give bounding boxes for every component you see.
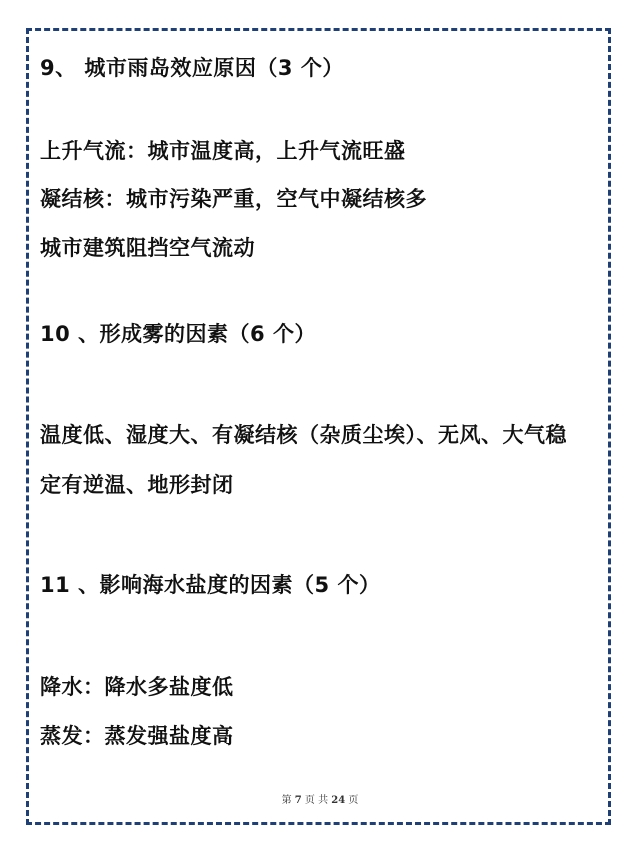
section-11-line-2: 蒸发：蒸发强盐度高 [40, 724, 234, 748]
footer-prefix: 第 [281, 795, 292, 806]
footer-middle: 页 共 [304, 795, 329, 806]
section-10-heading: 10 、形成雾的因素（6 个） [40, 322, 316, 346]
footer-suffix: 页 [348, 795, 359, 806]
section-10-line-2: 定有逆温、地形封闭 [40, 473, 234, 497]
page-footer [0, 796, 640, 806]
footer-page-number: 7 [294, 795, 302, 806]
footer-total-pages: 24 [331, 795, 346, 806]
section-9-line-3: 城市建筑阻挡空气流动 [40, 236, 255, 260]
section-11-heading: 11 、影响海水盐度的因素（5 个） [40, 573, 381, 597]
section-10-line-1: 温度低、湿度大、有凝结核（杂质尘埃）、无风、大气稳 [40, 423, 567, 447]
section-11-line-1: 降水：降水多盐度低 [40, 675, 234, 699]
section-9-line-2: 凝结核：城市污染严重，空气中凝结核多 [40, 187, 427, 211]
section-9-heading: 9、 城市雨岛效应原因（3 个） [40, 56, 344, 80]
section-9-line-1: 上升气流：城市温度高，上升气流旺盛 [40, 139, 406, 163]
